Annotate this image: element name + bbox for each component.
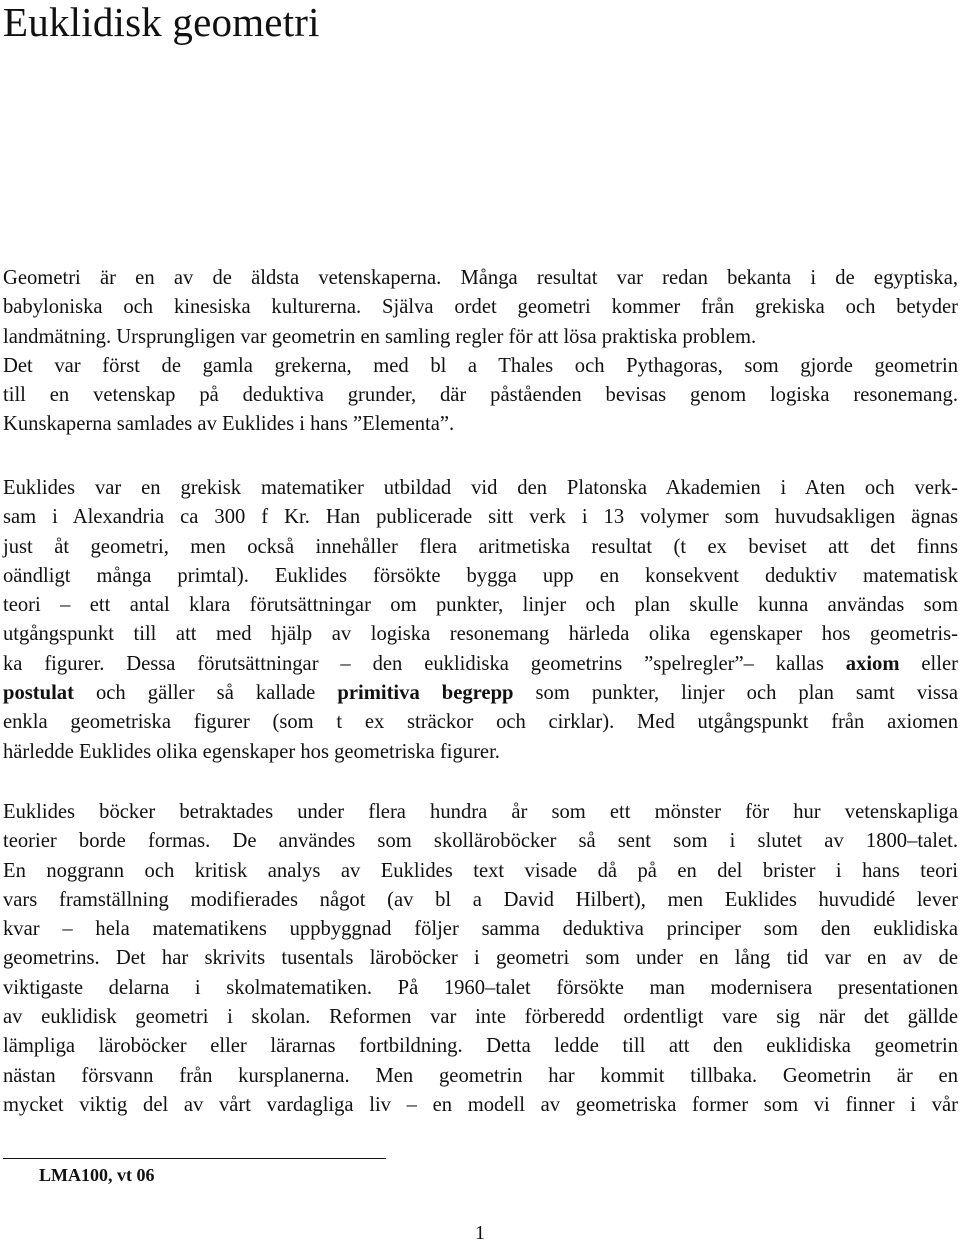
text-fragment: eller (921, 652, 958, 675)
text-line: utgångspunkt till att med hjälp av logiska resonemang härleda olika egenskaper hos geometris- (3, 623, 958, 646)
text-line: Euklides var en grekisk matematiker utbildad vid den Platonska Akademien i Aten och verk- (3, 477, 958, 499)
text-line: sam i Alexandria ca 300 f Kr. Han publicerade sitt verk i 13 volymer som huvudsakligen ägnas (3, 506, 958, 529)
paragraph-intro (3, 264, 958, 440)
footnote-rule (3, 1158, 386, 1159)
text-line: till en vetenskap på deduktiva grunder, där påståenden bevisas genom logiska resonemang. (3, 384, 958, 407)
text-line: härledde Euklides olika egenskaper hos geometriska figurer. (3, 740, 500, 763)
text-fragment: ka figurer. Dessa förutsättningar – den euklidiska geometrins ”spelregler”– kallas (3, 652, 824, 675)
text-line: vars framställning modifierades något (av bl a David Hilbert), men Euklides huvudidé lever (3, 888, 958, 911)
text-line: mycket viktig del av vårt vardagliga liv – en modell av geometriska former som vi finner i vår (3, 1093, 958, 1116)
text-line: just åt geometri, men också innehåller flera aritmetiska resultat (t ex beviset att det finns (3, 535, 958, 558)
text-line-with-term (3, 679, 958, 708)
term-postulat: postulat (3, 682, 74, 705)
text-line: Kunskaperna samlades av Euklides i hans ”Elementa”. (3, 413, 455, 436)
term-axiom: axiom (845, 652, 900, 675)
page-title: Euklidisk geometri (3, 0, 320, 45)
paragraph-history (3, 798, 958, 1120)
text-line: av euklidisk geometri i skolan. Reformen var inte förberedd ordentligt vare sig när det gällde (3, 1006, 958, 1029)
text-line: teori – ett antal klara förutsättningar om punkter, linjer och plan skulle kunna användas som (3, 594, 958, 617)
paragraph-euklides (3, 474, 958, 767)
text-line: nästan försvann från kursplanerna. Men geometrin har kommit tillbaka. Geometrin är en (3, 1064, 958, 1087)
text-line: landmätning. Ursprungligen var geometrin en samling regler för att lösa praktiska problem. (3, 325, 757, 348)
text-line: lämpliga läroböcker eller lärarnas fortbildning. Detta ledde till att den euklidiska geometrin (3, 1035, 958, 1058)
text-line: enkla geometriska figurer (som t ex sträckor och cirklar). Med utgångspunkt från axiomen (3, 711, 958, 734)
page-number: 1 (475, 1222, 485, 1244)
text-line: Det var först de gamla grekerna, med bl a Thales och Pythagoras, som gjorde geometrin (3, 354, 958, 377)
text-line-with-term (3, 650, 958, 679)
text-fragment: som punkter, linjer och plan samt vissa (535, 682, 959, 705)
text-line: teorier borde formas. De användes som skolläroböcker så sent som i slutet av 1800–talet. (3, 830, 958, 853)
text-line: kvar – hela matematikens uppbyggnad följer samma deduktiva principer som den euklidiska (3, 918, 958, 941)
text-line: oändligt många primtal). Euklides försökte bygga upp en konsekvent deduktiv matematisk (3, 564, 958, 587)
text-line: Euklides böcker betraktades under flera hundra år som ett mönster för hur vetenskapliga (3, 801, 958, 823)
text-line: viktigaste delarna i skolmatematiken. På 1960–talet försökte man modernisera presentationen (3, 976, 958, 999)
text-line: Geometri är en av de äldsta vetenskaperna. Många resultat var redan bekanta i de egyptiska, (3, 267, 958, 289)
text-line: En noggrann och kritisk analys av Euklides text visade då på en del brister i hans teori (3, 859, 958, 882)
text-fragment: och gäller så kallade (96, 682, 316, 705)
text-line: babyloniska och kinesiska kulturerna. Själva ordet geometri kommer från grekiska och betyder (3, 296, 958, 319)
course-footer: LMA100, vt 06 (39, 1165, 155, 1185)
text-line: geometrins. Det har skrivits tusentals läroböcker i geometri som under en lång tid var en av de (3, 947, 958, 970)
term-primitiva-begrepp: primitiva begrepp (337, 682, 514, 705)
